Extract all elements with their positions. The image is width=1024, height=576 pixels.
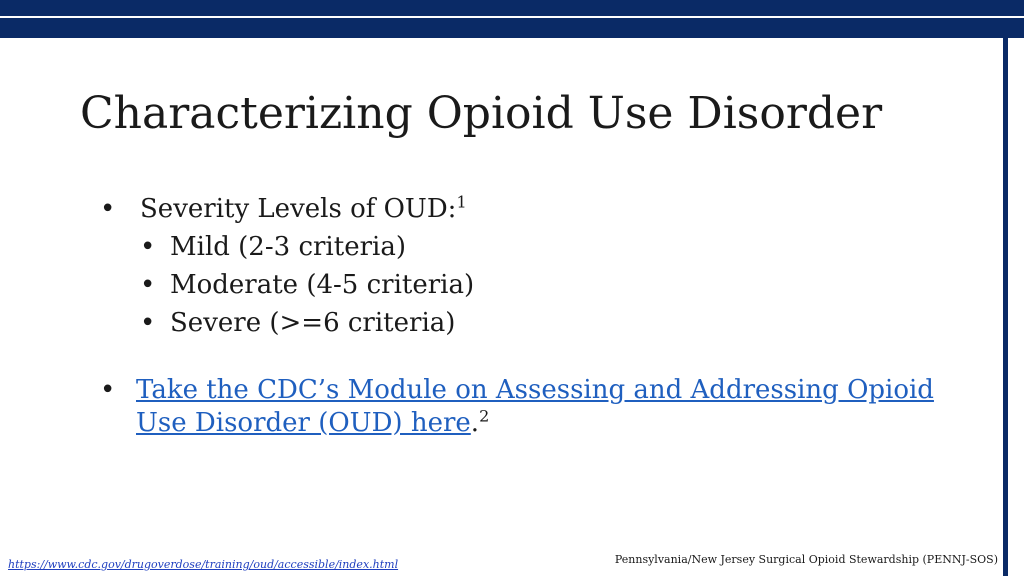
sub-bullet-dot-icon: • xyxy=(140,232,156,262)
slide-title: Characterizing Opioid Use Disorder xyxy=(80,88,883,139)
bullet-dot-icon: • xyxy=(100,375,116,405)
footer-reference-url[interactable]: https://www.cdc.gov/drugoverdose/training/oud/accessible/index.html xyxy=(8,558,399,571)
right-accent-bar xyxy=(1003,38,1008,576)
cdc-module-reference: 2 xyxy=(479,406,490,426)
severity-level-severe: • Severe (>=6 criteria) xyxy=(140,304,980,342)
severity-reference: 1 xyxy=(456,192,467,212)
sub-bullet-dot-icon: • xyxy=(140,308,156,338)
slide-content xyxy=(100,190,980,440)
severity-level-mild: • Mild (2-3 criteria) xyxy=(140,228,980,266)
bullet-cdc-module xyxy=(100,374,980,440)
footer-organization: Pennsylvania/New Jersey Surgical Opioid Stewardship (PENNJ-SOS) xyxy=(614,553,998,566)
severity-levels-list xyxy=(140,228,980,342)
cdc-module-link[interactable]: Take the CDC’s Module on Assessing and Addressing Opioid Use Disorder (OUD) here xyxy=(136,375,934,438)
severity-label: Severity Levels of OUD: xyxy=(140,194,457,224)
header-divider-line xyxy=(0,16,1024,18)
top-header-band xyxy=(0,0,1024,38)
sub-bullet-dot-icon: • xyxy=(140,270,156,300)
link-suffix: . xyxy=(470,408,480,438)
bullet-severity xyxy=(100,190,980,342)
bullet-dot-icon: • xyxy=(100,194,116,224)
severity-level-moderate: • Moderate (4-5 criteria) xyxy=(140,266,980,304)
